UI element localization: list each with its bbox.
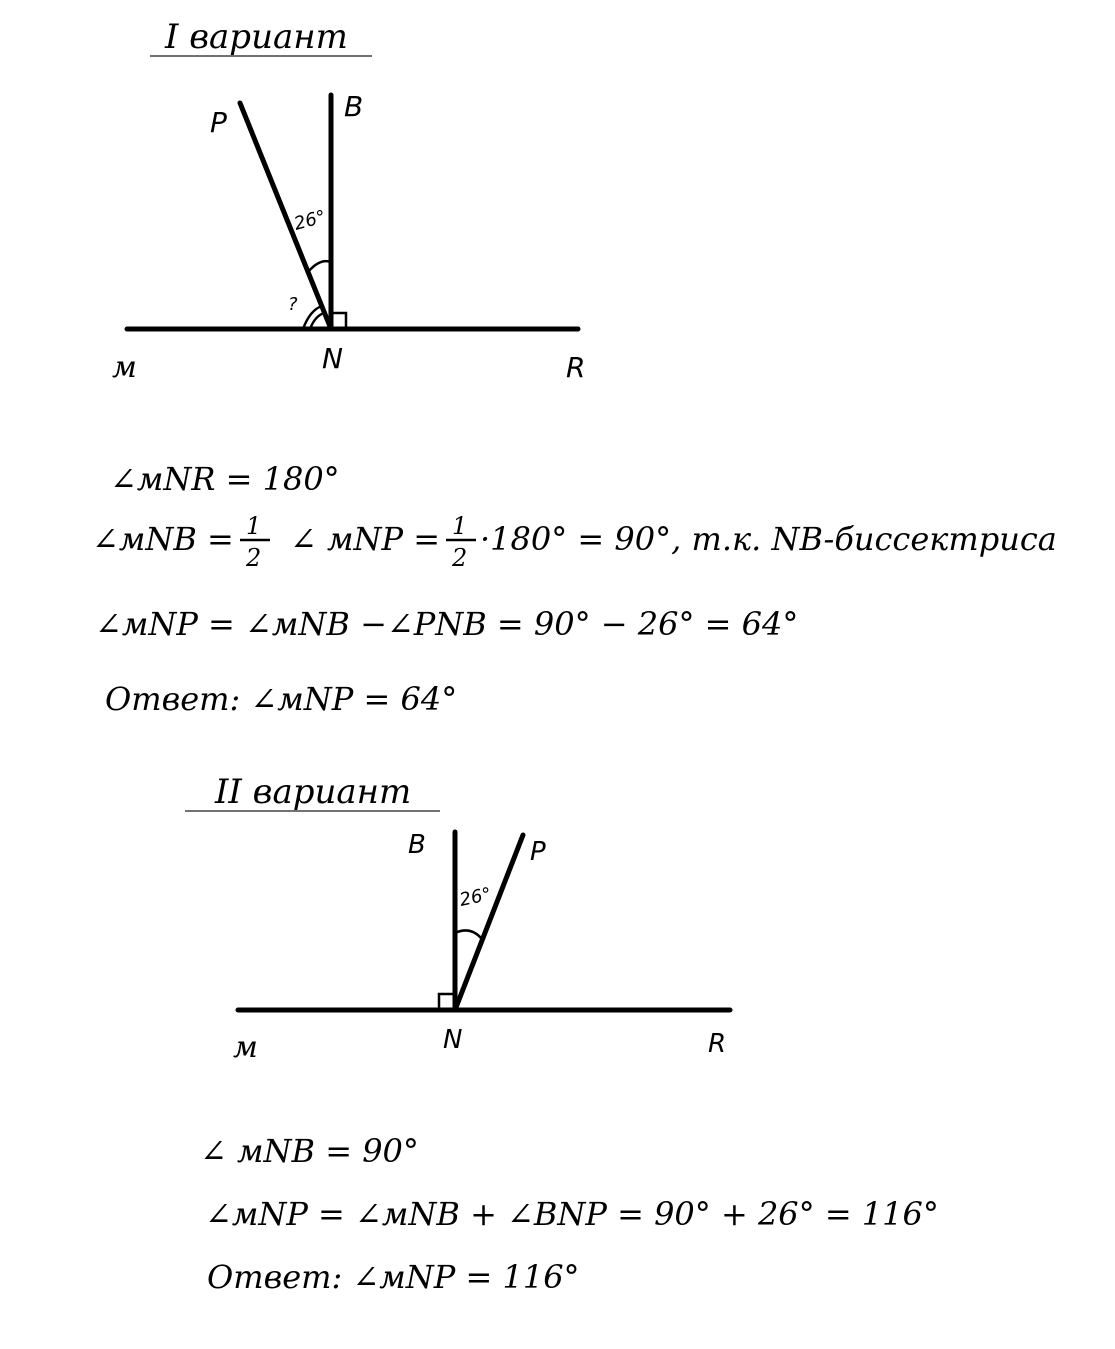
label-b: B [344,90,364,123]
label-m: м [112,350,137,385]
variant2-header [185,772,440,812]
ray-np-2 [455,835,523,1010]
label-unknown-angle: ? [288,294,298,315]
label-angle-26: 26° [291,206,329,235]
variant2-solution [200,1132,939,1296]
angle-bnp-arc [455,930,481,938]
variant2-diagram [233,830,730,1065]
solution1-answer: Ответ: ∠мNP = 64° [105,680,458,718]
label-n: N [322,342,343,375]
label-r-2: R [708,1029,727,1059]
solution2-line-1: ∠ мNB = 90° [200,1132,419,1170]
fraction1-den: 2 [246,544,262,572]
solution1-line-3: ∠мNP = ∠мNB −∠PNB = 90° − 26° = 64° [95,605,799,643]
label-b-2: B [408,830,426,860]
label-n-2: N [443,1025,463,1055]
variant1-solution [92,460,1057,718]
solution1-line-2c: ·180° = 90°, т.к. NB-биссектриса [480,520,1057,558]
solution2-answer: Ответ: ∠мNP = 116° [207,1258,580,1296]
solution1-line-2b: ∠ мNP = [290,520,441,558]
variant1-diagram [112,90,585,385]
fraction2-num: 1 [452,512,468,540]
variant2-title: II вариант [215,772,412,812]
fraction2-den: 2 [452,544,468,572]
label-angle-26-2: 26° [457,883,494,911]
variant1-header [150,17,372,57]
fraction1-num: 1 [246,512,262,540]
label-p-2: P [530,837,546,867]
solution2-line-2: ∠мNP = ∠мNB + ∠BNP = 90° + 26° = 116° [205,1195,939,1233]
variant1-title: I вариант [165,17,348,57]
solution1-line-2a: ∠мNB = [92,520,234,558]
solution1-line-1: ∠мNR = 180° [110,460,340,498]
angle-pnb-arc [308,261,331,272]
label-p: P [210,106,227,139]
label-m-2: м [233,1030,258,1065]
label-r: R [566,351,586,384]
